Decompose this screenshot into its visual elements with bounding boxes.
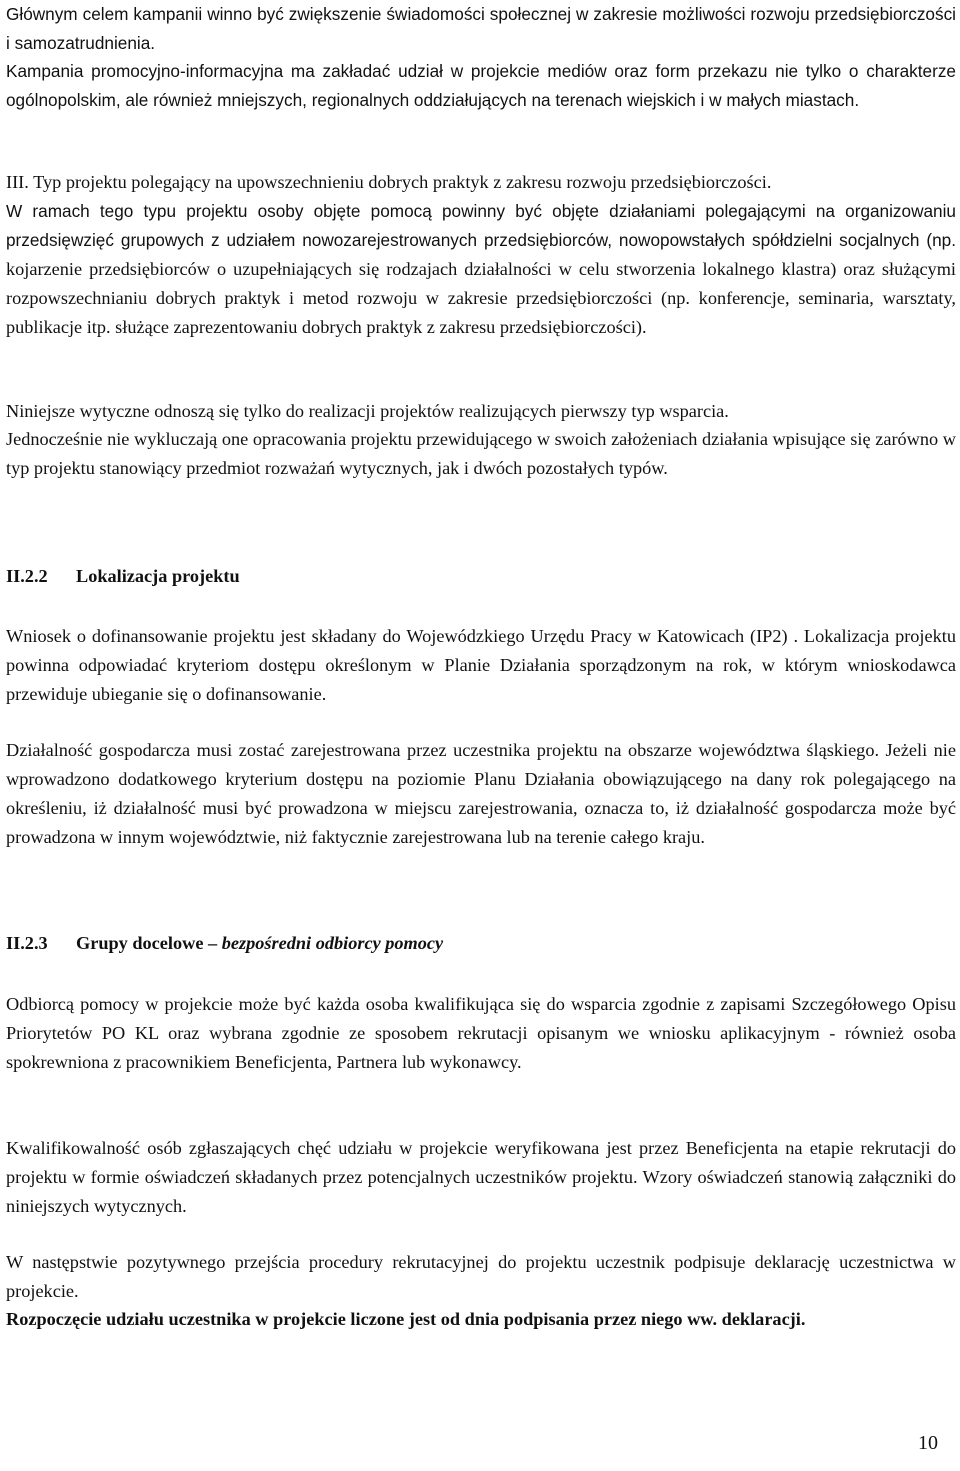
- target-groups-paragraph-2: Kwalifikowalność osób zgłaszających chęć udziału w projekcie weryfikowana jest przez Beneficjenta na etapie rekrutacji do projektu w formie oświadczeń składanych przez potencjalnych uczestników projektu. Wzory oświadczeń stanowią załączniki do niniejszych wytycznych.: [6, 1138, 956, 1216]
- page-number: 10: [918, 1432, 938, 1454]
- section-heading-localization: [6, 562, 946, 591]
- localization-paragraph-2: Działalność gospodarcza musi zostać zarejestrowana przez uczestnika projektu na obszarze województwa śląskiego. Jeżeli nie wprowadzono dodatkowego kryterium dostępu na poziomie Planu Działania obowiązującego na dany rok polegającego na określeniu, iż działalność musi być prowadzona w miejscu zarejestrowania, oznacza to, iż działalność gospodarcza może być prowadzona w innym województwie, niż faktycznie zarejestrowana lub na terenie całego kraju.: [6, 740, 956, 847]
- section-number: II.2.2: [6, 566, 48, 586]
- campaign-media-paragraph: Kampania promocyjno-informacyjna ma zakładać udział w projekcie mediów oraz form przekazu nie tylko o charakterze ogólnopolskim, ale również mniejszych, regionalnych oddziałujących na terenach wiejskich i w małych miastach.: [6, 61, 956, 110]
- localization-paragraph-1: Wniosek o dofinansowanie projektu jest składany do Wojewódzkiego Urzędu Pracy w Katowicach (IP2) . Lokalizacja projektu powinna odpowiadać kryteriom dostępu określonym w Planie Działania sporządzonym na rok, w którym wnioskodawca przewiduje ubieganie się o dofinansowanie.: [6, 626, 956, 704]
- section-number: II.2.3: [6, 933, 48, 953]
- section-title: Grupy docelowe –: [76, 933, 218, 953]
- section-heading-target-groups: [6, 929, 946, 958]
- target-groups-paragraph-1: Odbiorcą pomocy w projekcie może być każda osoba kwalifikująca się do wsparcia zgodnie z zapisami Szczegółowego Opisu Priorytetów PO KL oraz wybrana zgodnie ze sposobem rekrutacji opisanym we wniosku aplikacyjnym - również osoba spokrewniona z pracownikiem Beneficjenta, Partnera lub wykonawcy.: [6, 994, 956, 1072]
- guidelines-exceptions-paragraph: Jednocześnie nie wykluczają one opracowania projektu przewidującego w swoich założeniach działania wpisujące się zarówno w typ projektu stanowiący przedmiot rozważań wytycznych, jak i dwóch pozostałych typów.: [6, 429, 956, 478]
- section-title-italic: bezpośredni odbiorcy pomocy: [221, 933, 444, 953]
- project-type-3-lead: W ramach tego typu projektu osoby objęte pomocą powinny być objęte działaniami polegającymi na organizowaniu przedsięwzięć grupowych z udziałem nowozarejestrowanych przedsiębiorców, nowopowstałych spółdzielni socjalnych (np.: [6, 201, 956, 250]
- project-type-3-rest: kojarzenie przedsiębiorców o uzupełniających się rodzajach działalności w celu stworzenia lokalnego klastra) oraz służącymi rozpowszechnianiu dobrych praktyk i metod rozwoju w zakresie przedsiębiorczości (np. konferencje, seminaria, warsztaty, publikacje itp. służące zaprezentowaniu dobrych praktyk z zakresu przedsiębiorczości).: [6, 259, 956, 337]
- project-type-3-heading: III. Typ projektu polegający na upowszechnieniu dobrych praktyk z zakresu rozwoju przedsiębiorczości.: [6, 172, 772, 192]
- project-type-3-paragraph: [6, 197, 956, 342]
- target-groups-paragraph-3: W następstwie pozytywnego przejścia procedury rekrutacyjnej do projektu uczestnik podpisuje deklarację uczestnictwa w projekcie.: [6, 1252, 956, 1301]
- guidelines-scope-paragraph: Niniejsze wytyczne odnoszą się tylko do realizacji projektów realizujących pierwszy typ wsparcia.: [6, 401, 729, 421]
- participation-start-statement: Rozpoczęcie udziału uczestnika w projekcie liczone jest od dnia podpisania przez niego ww. deklaracji.: [6, 1309, 806, 1329]
- campaign-goal-paragraph: Głównym celem kampanii winno być zwiększenie świadomości społecznej w zakresie możliwości rozwoju przedsiębiorczości i samozatrudnienia.: [6, 4, 956, 53]
- section-title: Lokalizacja projektu: [76, 566, 240, 586]
